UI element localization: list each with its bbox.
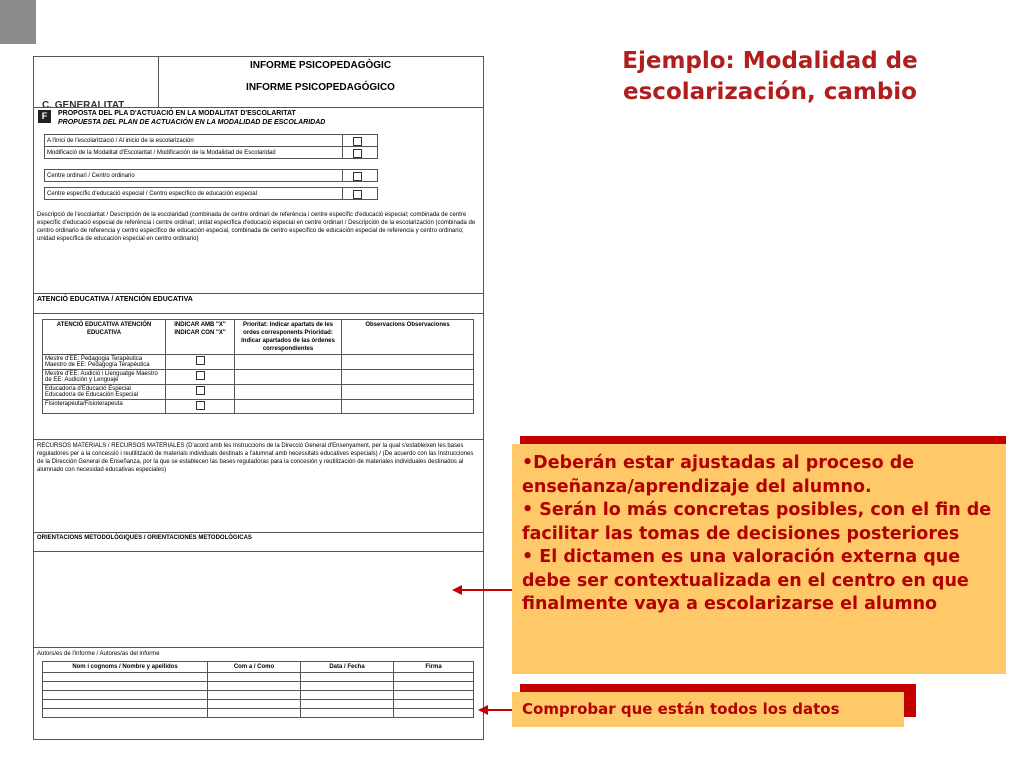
table-row bbox=[43, 673, 474, 682]
table-row bbox=[43, 400, 474, 414]
table-row bbox=[43, 691, 474, 700]
note-text: Comprobar que están todos los datos bbox=[512, 692, 904, 727]
header-bottom-line bbox=[34, 107, 483, 108]
section-title-es: PROPUESTA DEL PLAN DE ACTUACIÓN EN LA MODALIDAD DE ESCOLARIDAD bbox=[58, 119, 326, 126]
table-cell: Fisioterapeuta/Fisioterapeuta bbox=[43, 400, 166, 414]
option-label: A l'inici de l'escolarització / Al inicio de la escolarización bbox=[47, 138, 194, 144]
checkbox[interactable] bbox=[196, 386, 205, 395]
orientacions-title: ORIENTACIONS METODOLÒGIQUES / ORIENTACIONES METODOLÓGICAS bbox=[37, 535, 252, 541]
table-row bbox=[43, 700, 474, 709]
slide-title: Ejemplo: Modalidad de escolarización, cambio bbox=[622, 48, 918, 105]
table-row bbox=[43, 709, 474, 718]
header-title-ca: INFORME PSICOPEDAGÒGIC bbox=[249, 60, 392, 71]
divider bbox=[34, 647, 483, 648]
arrow-icon bbox=[478, 705, 512, 715]
arrows bbox=[450, 580, 520, 720]
arrow-icon bbox=[452, 585, 512, 595]
table-cell: Mestre d'EE: Pedagogia Terapèutica Maestro de EE: Pedagogía Terapéutica bbox=[43, 355, 166, 370]
table-header: INDICAR AMB "X" INDICAR CON "X" bbox=[166, 320, 235, 355]
section-letter: F bbox=[38, 110, 51, 123]
table-row bbox=[43, 682, 474, 691]
table-cell: Mestre d'EE: Audició i Llenguatge Maestro de EE: Audición y Lenguaje bbox=[43, 370, 166, 385]
table-cell: Educador/a d'Educació Especial Educador/a de Educación Especial bbox=[43, 385, 166, 400]
authors-label: Autors/es de l'informe / Autores/as del informe bbox=[37, 651, 160, 657]
table-header: Firma bbox=[394, 662, 474, 673]
authors-table bbox=[42, 661, 474, 718]
option-row bbox=[44, 169, 378, 182]
table-row bbox=[43, 370, 474, 385]
bullet-item: • El dictamen es una valoración externa que debe ser contextualizada en el centro en que finalmente vaya a escolarizarse el alumno bbox=[522, 547, 969, 614]
checkbox[interactable] bbox=[353, 137, 362, 146]
recommendations-callout bbox=[512, 444, 1006, 674]
schooling-description: Descripció de l'escolaritat / Descripción de la escolaridad (combinada de centre ordinari de referència i centre específic d'educació especial; combinada de centre específic d'educació especial de referència i centre ordinari; unitat específica d'educació especial en centre ordinari / Descripción de la escolarización (combinada de centro ordinario de referencia y centro específico de educación especial, combinada de centro específico de educación especial de referencia y centro ordinario; unidad específica de educación especial en centro ordinario) bbox=[37, 212, 476, 242]
option-label: Centre ordinari / Centro ordinario bbox=[47, 173, 135, 179]
divider bbox=[34, 313, 483, 314]
atencio-title: ATENCIÓ EDUCATIVA / ATENCIÓN EDUCATIVA bbox=[37, 296, 193, 303]
corner-block bbox=[0, 0, 36, 44]
attention-table bbox=[42, 319, 474, 414]
checkbox[interactable] bbox=[353, 190, 362, 199]
checkbox[interactable] bbox=[353, 149, 362, 158]
report-form bbox=[33, 56, 484, 740]
checkbox[interactable] bbox=[353, 172, 362, 181]
table-header: Data / Fecha bbox=[301, 662, 394, 673]
table-header: Com a / Como bbox=[208, 662, 301, 673]
option-label: Centre específic d'educació especial / Centro específico de educación especial bbox=[47, 191, 257, 197]
table-header: Observacions Observaciones bbox=[342, 320, 474, 355]
header-title-es: INFORME PSICOPEDAGÓGICO bbox=[246, 82, 395, 93]
table-header: Nom i cognoms / Nombre y apellidos bbox=[43, 662, 208, 673]
check-data-note bbox=[512, 692, 908, 727]
table-row bbox=[43, 385, 474, 400]
callout-panel bbox=[512, 444, 1006, 674]
bullet-item: • Serán lo más concretas posibles, con el fin de facilitar las tomas de decisiones posteriores bbox=[522, 500, 992, 544]
table-row bbox=[43, 355, 474, 370]
bullet-item: •Deberán estar ajustadas al proceso de enseñanza/aprendizaje del alumno. bbox=[522, 453, 915, 497]
header-logo-text: C. GENERALITAT bbox=[42, 100, 125, 107]
table-header: Prioritat: Indicar apartats de les ordes corresponents Prioridad: Indicar apartados de las órdenes correspondientes bbox=[235, 320, 342, 355]
divider bbox=[34, 293, 483, 294]
divider bbox=[34, 439, 483, 440]
divider bbox=[34, 551, 483, 552]
materials-text: RECURSOS MATERIALS / RECURSOS MATERIALES (D'acord amb les Instruccions de la Direcció General d'Ensenyament, per la qual s'estableixen les bases reguladores per a la concessió i reutilització de materials individuals destinats a l'alumnat amb necessitats educatives especials) / (De acuerdo con las Instrucciones de la Dirección General de Enseñanza, por la que se establecen las bases reguladoras para la concesión y reutilización de materiales individuales destinados al alumnado con necesidad educativas especiales) bbox=[37, 443, 474, 473]
table-header: ATENCIÓ EDUCATIVA ATENCIÓN EDUCATIVA bbox=[43, 320, 166, 355]
section-title-ca: PROPOSTA DEL PLA D'ACTUACIÓ EN LA MODALITAT D'ESCOLARITAT bbox=[58, 110, 296, 117]
checkbox[interactable] bbox=[196, 401, 205, 410]
checkbox[interactable] bbox=[196, 371, 205, 380]
option-row bbox=[44, 187, 378, 200]
option-row bbox=[44, 146, 378, 159]
option-label: Modificació de la Modalitat d'Escolaritat / Modificación de la Modalidad de Escolaridad bbox=[47, 150, 276, 156]
checkbox[interactable] bbox=[196, 356, 205, 365]
divider bbox=[34, 532, 483, 533]
